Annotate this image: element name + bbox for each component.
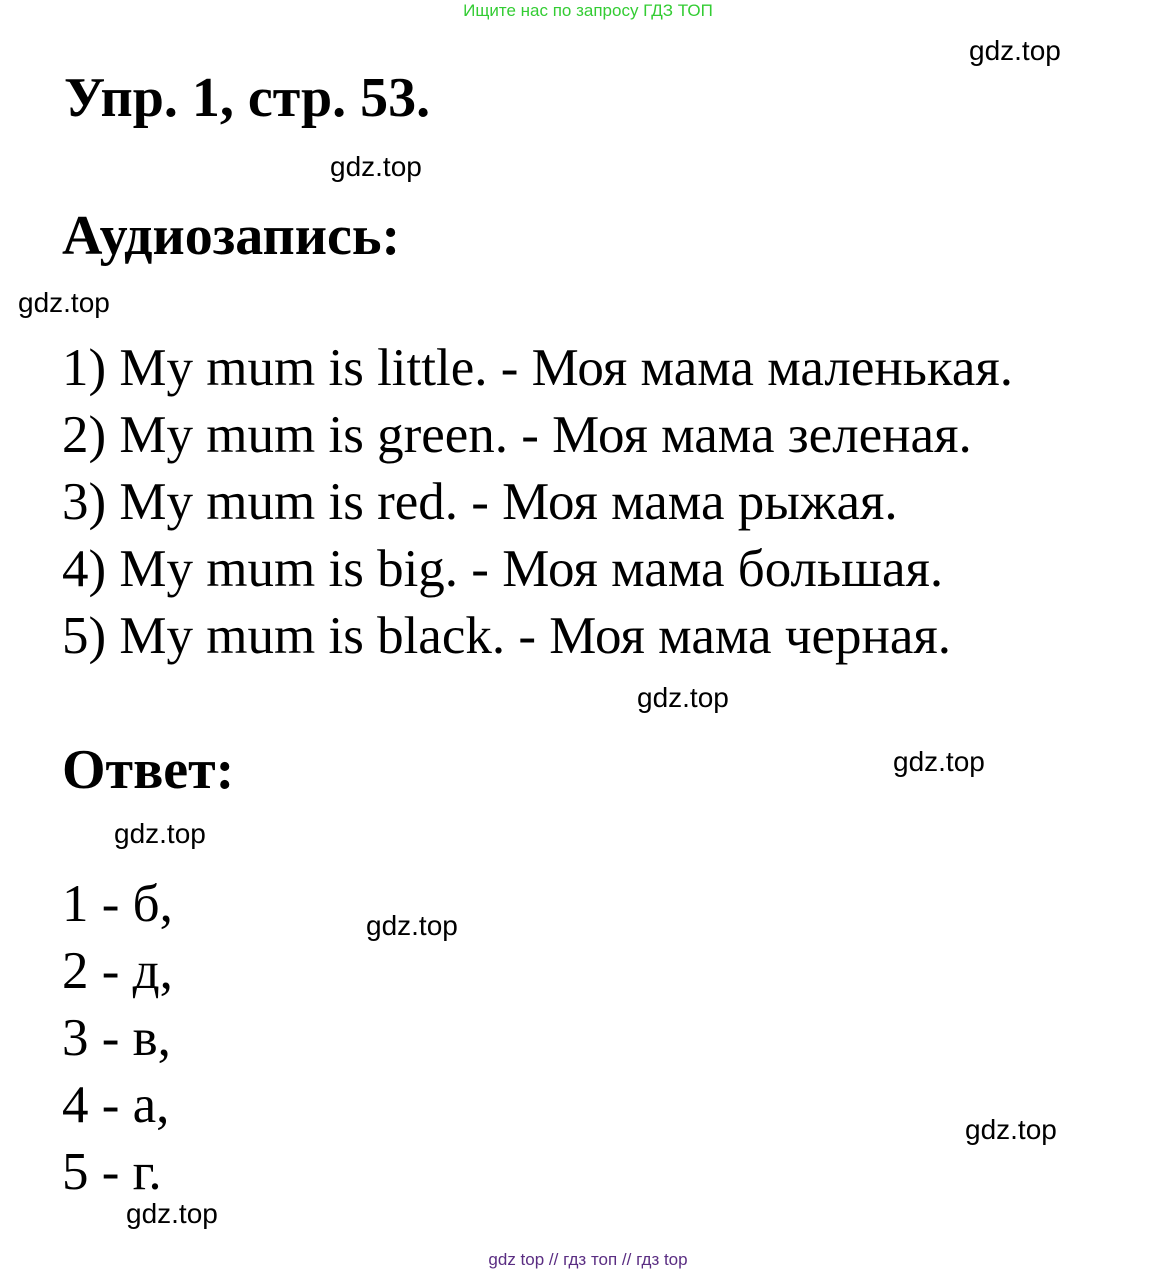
watermark: gdz.top (366, 910, 458, 941)
watermark: gdz.top (637, 682, 729, 713)
transcript-line: 4) My mum is big. - Моя мама большая. (62, 540, 944, 598)
watermark: gdz.top (330, 151, 422, 182)
top-banner[interactable]: Ищите нас по запросу ГДЗ ТОП (463, 1, 713, 20)
transcript-line: 3) My mum is red. - Моя мама рыжая. (62, 473, 898, 531)
footer-links[interactable]: gdz top // гдз топ // гдз top (488, 1250, 688, 1269)
watermark: gdz.top (114, 818, 206, 849)
exercise-title: Упр. 1, стр. 53. (64, 67, 431, 129)
watermark: gdz.top (126, 1198, 218, 1229)
watermark: gdz.top (969, 35, 1061, 66)
answer-item: 1 - б, (62, 875, 173, 933)
transcript-line: 5) My mum is black. - Моя мама черная. (62, 607, 952, 665)
audio-heading: Аудиозапись: (62, 205, 401, 267)
watermark: gdz.top (18, 287, 110, 318)
transcript-line: 1) My mum is little. - Моя мама маленькая. (62, 339, 1013, 397)
answer-item: 5 - г. (62, 1143, 162, 1201)
answer-item: 2 - д, (62, 942, 173, 1000)
answer-heading: Ответ: (62, 739, 235, 801)
watermark: gdz.top (893, 746, 985, 777)
watermark: gdz.top (965, 1114, 1057, 1145)
transcript-line: 2) My mum is green. - Моя мама зеленая. (62, 406, 972, 464)
answer-item: 4 - а, (62, 1076, 170, 1134)
answer-item: 3 - в, (62, 1009, 171, 1067)
